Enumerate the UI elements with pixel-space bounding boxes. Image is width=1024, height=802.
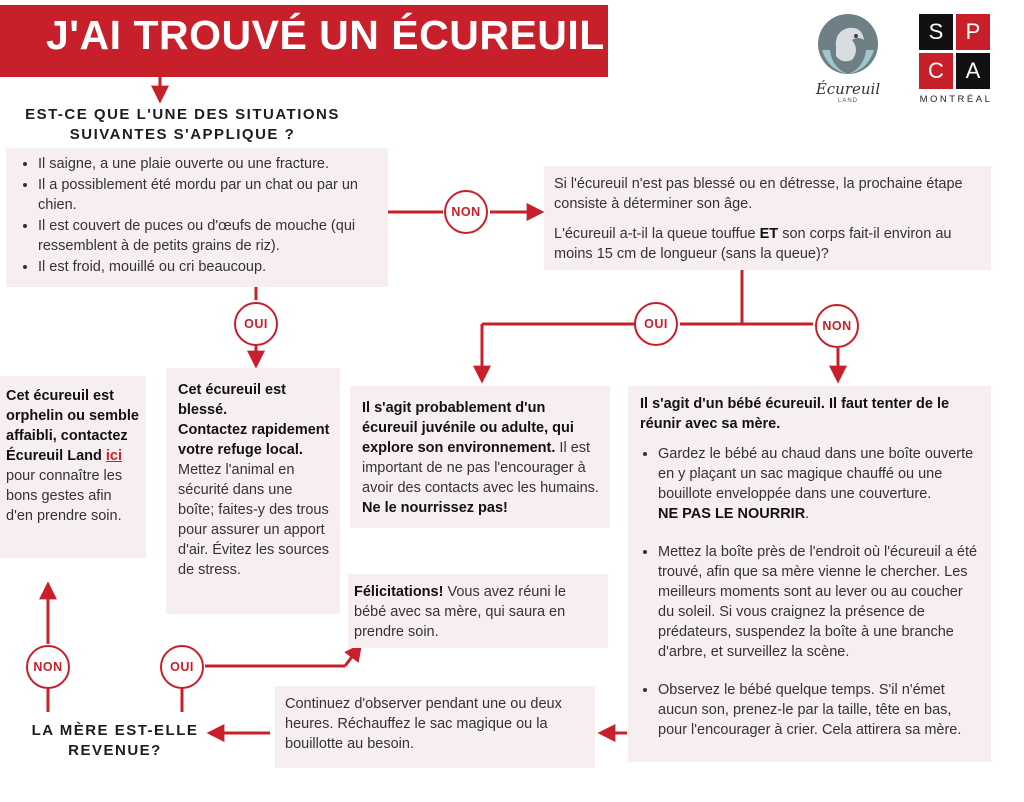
baby-item: • Observez le bébé quelque temps. S'il n'émet aucun son, prenez-le par la taille, tête en bas, pour l'encourager à crier. Cela attirera sa mère. <box>658 680 979 740</box>
oui-label: OUI <box>634 302 678 346</box>
spca-logo <box>919 14 993 110</box>
spca-letter-s: S <box>919 14 953 50</box>
congrats-text: Vous avez réuni le bébé avec sa mère, qui saura en prendre soin. <box>354 584 566 640</box>
injured-heading: Cet écureuil est blessé. <box>178 382 286 418</box>
next-step-box <box>544 166 991 270</box>
spca-city: MONTRÉAL <box>919 94 993 105</box>
situations-box <box>6 148 388 287</box>
juvenile-heading: Il s'agit probablement d'un écureuil juvénile ou adulte, qui explore son environnement. <box>362 400 574 456</box>
situations-list <box>20 154 378 277</box>
congrats-heading: Félicitations! <box>354 584 444 600</box>
ecureuil-land-logo <box>812 10 884 106</box>
non-label: NON <box>26 645 70 689</box>
oui-label: OUI <box>234 302 278 346</box>
baby-item: • Gardez le bébé au chaud dans une boîte ouverte en y plaçant un sac magique chauffé ou une bouillote enveloppée dans une couverture. NE PAS LE NOURRIR. <box>658 444 979 524</box>
orphan-box <box>0 376 146 558</box>
spca-letter-a: A <box>956 53 990 89</box>
injured-text: Mettez l'animal en sécurité dans une boîte; faites-y des trous pour assurer un apport d'air. Évitez les sources de stress. <box>178 462 330 578</box>
orphan-heading: Cet écureuil est orphelin ou semble affaibli, contactez Écureuil Land <box>6 388 139 464</box>
oui-label: OUI <box>160 645 204 689</box>
ecureuil-land-sub: LAND <box>837 98 858 104</box>
ecureuil-land-name: Écureuil <box>815 80 881 98</box>
question-situations: EST-CE QUE L'UNE DES SITUATIONS SUIVANTES S'APPLIQUE ? <box>25 106 340 143</box>
congrats-box <box>348 574 608 648</box>
next-step-text: Si l'écureuil n'est pas blessé ou en détresse, la prochaine étape consiste à déterminer son âge. <box>554 176 963 212</box>
page-title: J'AI TROUVÉ UN ÉCUREUIL <box>46 12 605 58</box>
juvenile-warning: Ne le nourrissez pas! <box>362 500 508 516</box>
injured-contact: Contactez rapidement votre refuge local. <box>178 422 330 458</box>
non-label: NON <box>444 190 488 234</box>
orphan-text: pour connaître les bons gestes afin d'en prendre soin. <box>6 468 123 524</box>
spca-letter-c: C <box>919 53 953 89</box>
situation-item: • Il est couvert de puces ou d'œufs de mouche (qui ressemblent à de petits grains de riz). <box>38 216 378 256</box>
ecureuil-land-link[interactable]: ici <box>105 448 123 464</box>
baby-box <box>628 386 991 762</box>
spca-letter-p: P <box>956 14 990 50</box>
squirrel-hands-icon <box>812 10 884 82</box>
continue-box <box>275 686 595 768</box>
continue-text: Continuez d'observer pendant une ou deux heures. Réchauffez le sac magique ou la bouillotte au besoin. <box>285 696 562 752</box>
situation-item: • Il saigne, a une plaie ouverte ou une fracture. <box>38 154 378 174</box>
juvenile-text: Il est important de ne pas l'encourager à avoir des contacts avec les humains. <box>362 440 599 496</box>
situation-item: • Il est froid, mouillé ou cri beaucoup. <box>38 257 378 277</box>
baby-heading: Il s'agit d'un bébé écureuil. Il faut tenter de le réunir avec sa mère. <box>640 396 950 432</box>
next-step-question: L'écureuil a-t-il la queue touffue ET son corps fait-il environ au moins 15 cm de longueur (sans la queue)? <box>554 226 952 262</box>
situation-item: • Il a possiblement été mordu par un chat ou par un chien. <box>38 175 378 215</box>
injured-box <box>166 368 340 614</box>
question-mother-returned: LA MÈRE EST-ELLE REVENUE? <box>31 722 199 759</box>
non-label: NON <box>815 304 859 348</box>
baby-list <box>640 444 979 740</box>
juvenile-box <box>350 386 610 528</box>
baby-item: • Mettez la boîte près de l'endroit où l'écureuil a été trouvé, afin que sa mère vienne le chercher. Les meilleurs moments sont au lever ou au coucher du soleil. Si vous craignez la présence de prédateurs, suspendez la boîte à une branche d'arbre, et surveillez la scène. <box>658 542 979 662</box>
